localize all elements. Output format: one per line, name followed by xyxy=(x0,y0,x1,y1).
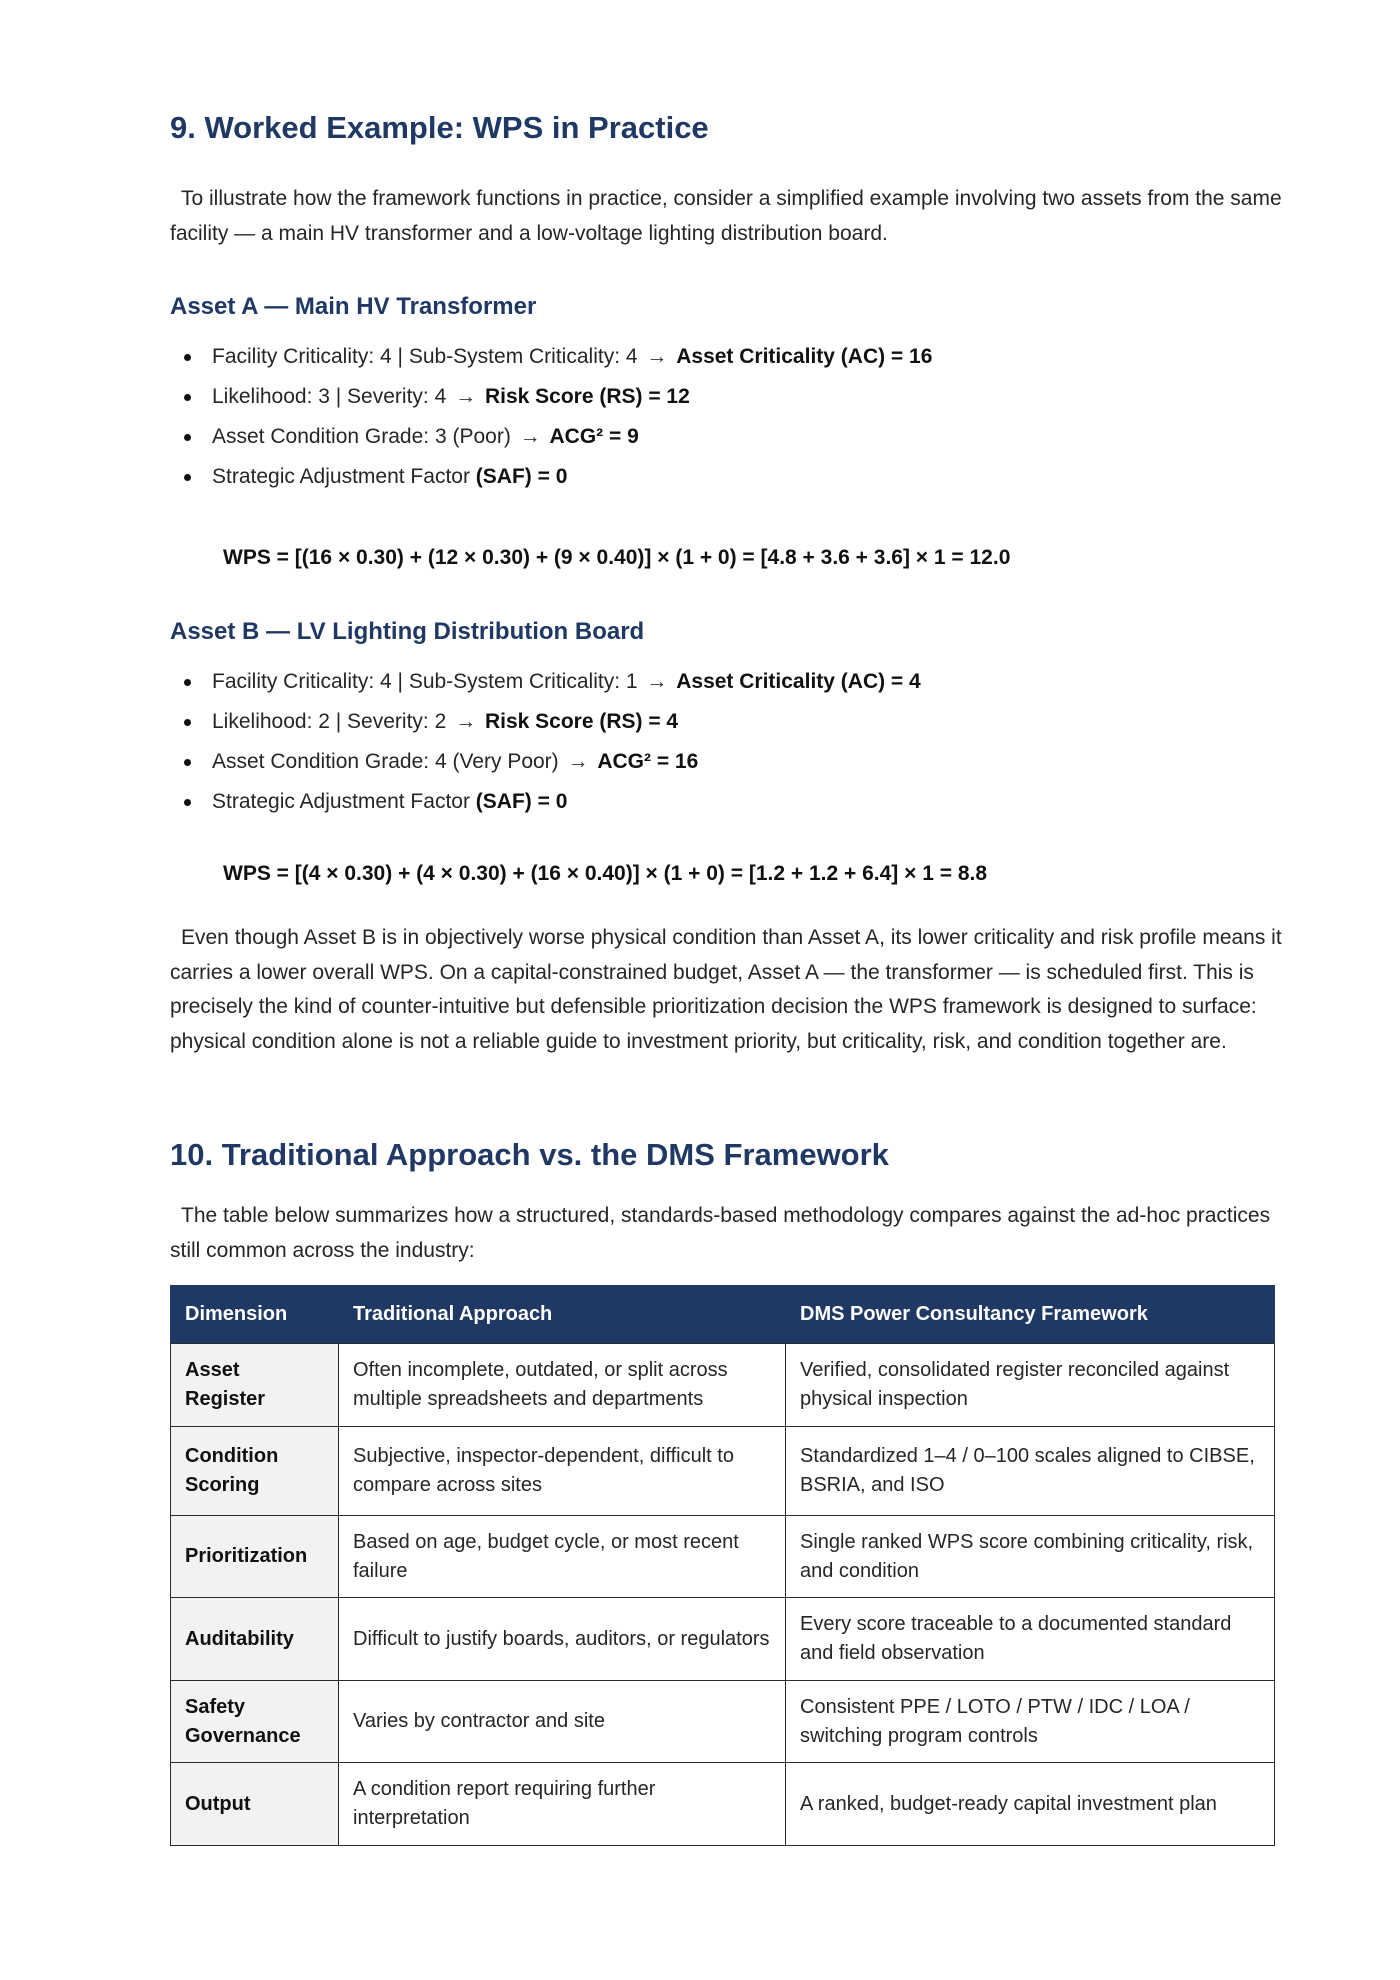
header-dms: DMS Power Consultancy Framework xyxy=(786,1286,1275,1344)
list-item: Likelihood: 2 | Severity: 2 → Risk Score (RS) = 4 xyxy=(180,705,1280,745)
asset-b-formula: WPS = [(4 × 0.30) + (4 × 0.30) + (16 × 0.40)] × (1 + 0) = [1.2 + 1.2 + 6.4] × 1 = 8.8 xyxy=(223,862,988,885)
list-item: Asset Condition Grade: 4 (Very Poor) → ACG² = 16 xyxy=(180,745,1280,785)
table-row xyxy=(171,1516,1275,1598)
asset-b-list xyxy=(180,665,1280,825)
row-traditional: Subjective, inspector-dependent, difficult to compare across sites xyxy=(339,1427,786,1516)
row-dimension: Auditability xyxy=(171,1598,339,1681)
arrow-right-icon: → xyxy=(561,750,595,773)
arrow-right-icon: → xyxy=(449,385,482,408)
table-header-row xyxy=(171,1286,1275,1344)
row-traditional: Based on age, budget cycle, or most recent failure xyxy=(339,1516,786,1598)
asset-a-list xyxy=(180,340,1280,500)
list-item: Strategic Adjustment Factor (SAF) = 0 xyxy=(180,785,1280,825)
table-row xyxy=(171,1427,1275,1516)
list-item: Asset Condition Grade: 3 (Poor) → ACG² = 9 xyxy=(180,420,1280,460)
row-dms: Every score traceable to a documented standard and field observation xyxy=(786,1598,1275,1681)
list-item: Likelihood: 3 | Severity: 4 → Risk Score (RS) = 12 xyxy=(180,380,1280,420)
row-dms: Single ranked WPS score combining criticality, risk, and condition xyxy=(786,1516,1275,1598)
arrow-right-icon: → xyxy=(640,345,674,368)
conclusion-paragraph: Even though Asset B is in objectively worse physical condition than Asset A, its lower criticality and risk profile means it carries a lower overall WPS. On a capital-constrained budget, Asset A — the transformer — is scheduled first. This is precisely the kind of counter-intuitive but defensible prioritization decision the WPS framework is designed to surface: physical condition alone is not a reliable guide to investment priority, but criticality, risk, and condition together are. xyxy=(170,926,1282,1053)
list-item: Facility Criticality: 4 | Sub-System Criticality: 1 → Asset Criticality (AC) = 4 xyxy=(180,665,1280,705)
arrow-right-icon: → xyxy=(640,670,674,693)
row-traditional: Varies by contractor and site xyxy=(339,1681,786,1763)
table-row xyxy=(171,1344,1275,1427)
row-dms: Verified, consolidated register reconciled against physical inspection xyxy=(786,1344,1275,1427)
row-dms: A ranked, budget-ready capital investment plan xyxy=(786,1763,1275,1846)
section-9-intro: To illustrate how the framework functions in practice, consider a simplified example involving two assets from the same facility — a main HV transformer and a low-voltage lighting distribution board. xyxy=(170,187,1282,245)
row-traditional: Often incomplete, outdated, or split across multiple spreadsheets and departments xyxy=(339,1344,786,1427)
row-dimension: Condition Scoring xyxy=(171,1427,339,1516)
table-row xyxy=(171,1598,1275,1681)
row-dms: Consistent PPE / LOTO / PTW / IDC / LOA / switching program controls xyxy=(786,1681,1275,1763)
row-dimension: Asset Register xyxy=(171,1344,339,1427)
section-10-intro: The table below summarizes how a structured, standards-based methodology compares against the ad-hoc practices still common across the industry: xyxy=(170,1204,1271,1262)
section-10-heading: 10. Traditional Approach vs. the DMS Framework xyxy=(170,1137,889,1172)
asset-b-heading: Asset B — LV Lighting Distribution Board xyxy=(170,618,645,645)
row-dimension: Prioritization xyxy=(171,1516,339,1598)
arrow-right-icon: → xyxy=(513,425,547,448)
asset-a-heading: Asset A — Main HV Transformer xyxy=(170,293,537,320)
row-dimension: Safety Governance xyxy=(171,1681,339,1763)
table-row xyxy=(171,1763,1275,1846)
header-traditional: Traditional Approach xyxy=(339,1286,786,1344)
row-traditional: Difficult to justify boards, auditors, or regulators xyxy=(339,1598,786,1681)
table-row xyxy=(171,1681,1275,1763)
asset-a-formula: WPS = [(16 × 0.30) + (12 × 0.30) + (9 × 0.40)] × (1 + 0) = [4.8 + 3.6 + 3.6] × 1 = 12.0 xyxy=(223,546,1011,569)
list-item: Facility Criticality: 4 | Sub-System Criticality: 4 → Asset Criticality (AC) = 16 xyxy=(180,340,1280,380)
list-item: Strategic Adjustment Factor (SAF) = 0 xyxy=(180,460,1280,500)
row-dms: Standardized 1–4 / 0–100 scales aligned to CIBSE, BSRIA, and ISO xyxy=(786,1427,1275,1516)
row-traditional: A condition report requiring further interpretation xyxy=(339,1763,786,1846)
section-9-heading: 9. Worked Example: WPS in Practice xyxy=(170,110,709,145)
arrow-right-icon: → xyxy=(449,710,482,733)
row-dimension: Output xyxy=(171,1763,339,1846)
comparison-table xyxy=(170,1285,1275,1846)
header-dimension: Dimension xyxy=(171,1286,339,1344)
